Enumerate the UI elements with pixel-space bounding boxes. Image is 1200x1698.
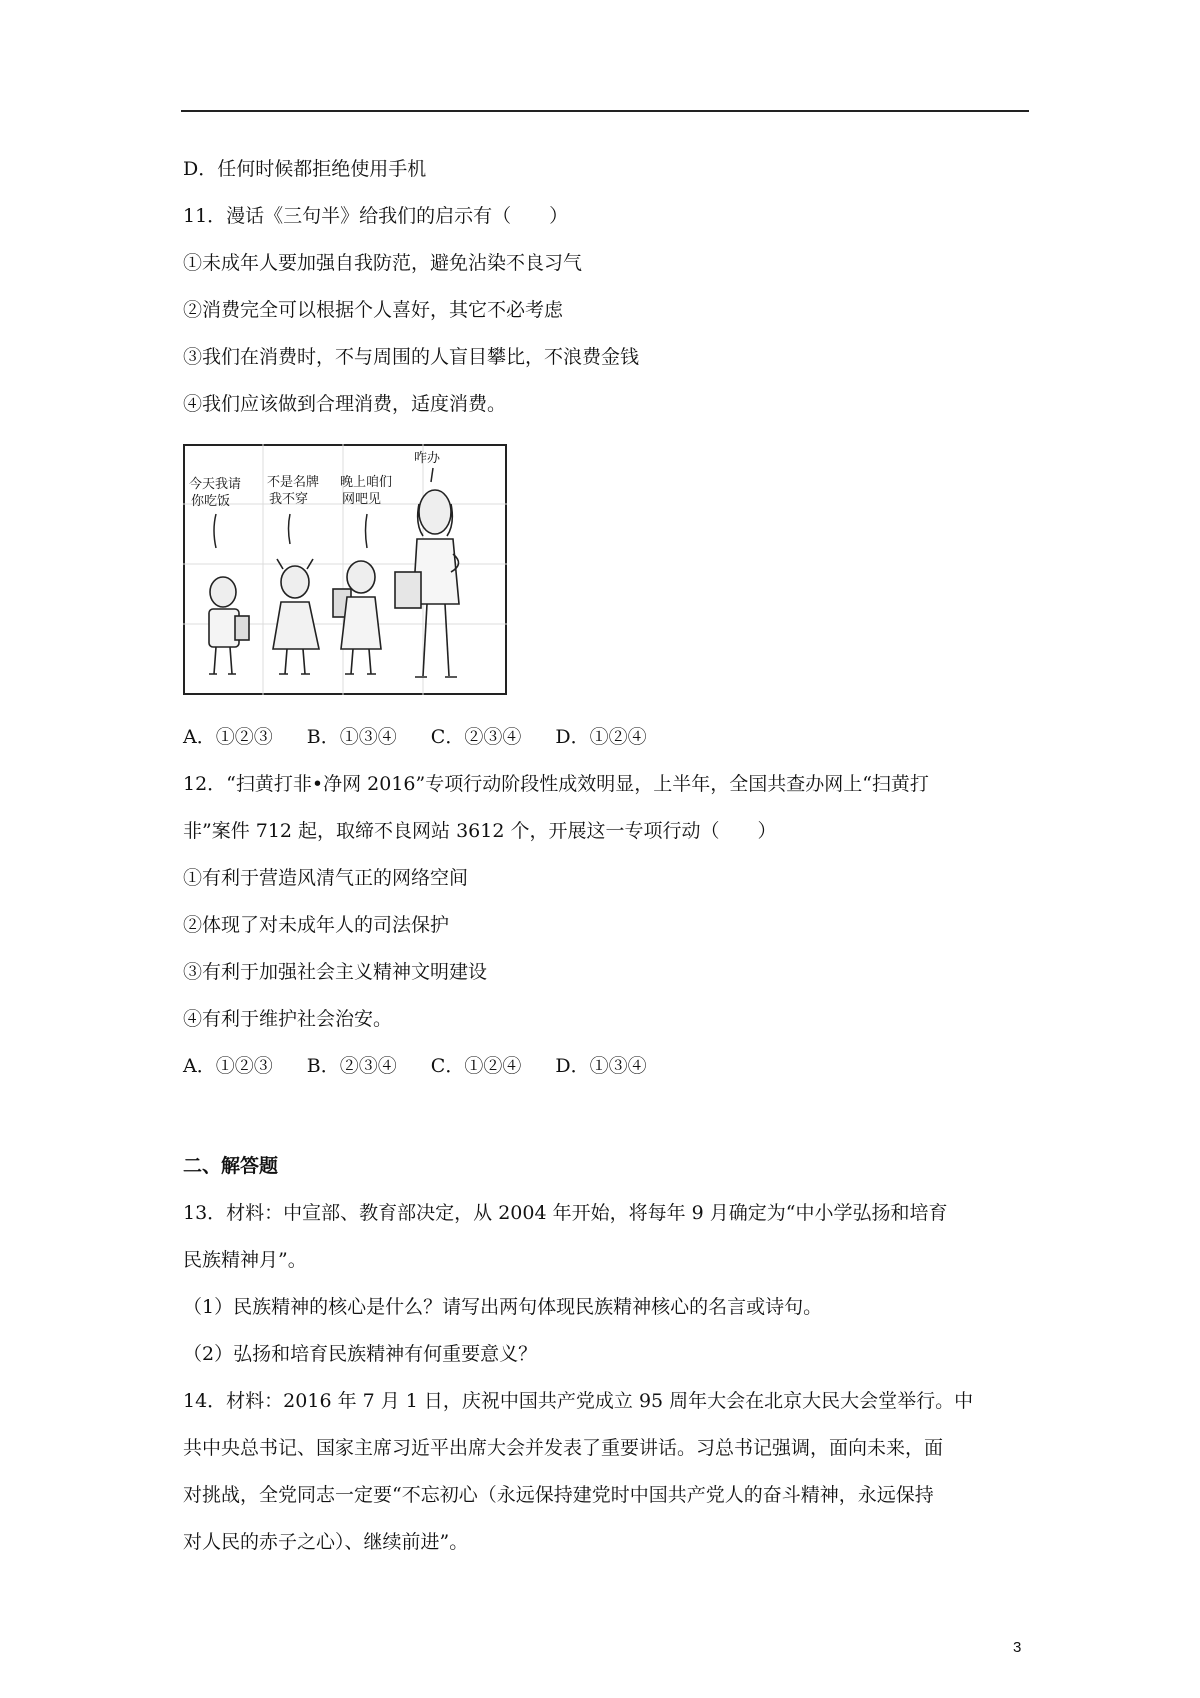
q11-stem: 11．漫话《三句半》给我们的启示有（ ） bbox=[183, 205, 569, 227]
q13-stem-line1: 13．材料：中宣部、教育部决定，从 2004 年开始，将每年 9 月确定为“中小学弘扬和培育 bbox=[183, 1202, 948, 1224]
bubble-1-line1: 今天我请 bbox=[189, 477, 242, 492]
q13-stem-line2: 民族精神月”。 bbox=[183, 1249, 307, 1271]
bubble-3-line2: 网吧见 bbox=[342, 492, 382, 507]
q12-item-4: ④有利于维护社会治安。 bbox=[183, 1008, 393, 1030]
bubble-4-line1: 咋办 bbox=[414, 451, 441, 466]
q11-item-4: ④我们应该做到合理消费，适度消费。 bbox=[183, 393, 507, 415]
q12-option-c[interactable]: C．①②④ bbox=[430, 1055, 522, 1077]
q11-option-b[interactable]: B．①③④ bbox=[306, 726, 397, 748]
q11-item-3: ③我们在消费时，不与周围的人盲目攀比，不浪费金钱 bbox=[183, 346, 640, 368]
q11-option-c[interactable]: C．②③④ bbox=[430, 726, 522, 748]
q12-options bbox=[183, 1053, 675, 1079]
q14-line-3: 对挑战，全党同志一定要“不忘初心（永远保持建党时中国共产党人的奋斗精神，永远保持 bbox=[183, 1484, 934, 1506]
q12-item-3: ③有利于加强社会主义精神文明建设 bbox=[183, 961, 488, 983]
q14-line-4: 对人民的赤子之心）、继续前进”。 bbox=[183, 1531, 469, 1553]
q12-option-b[interactable]: B．②③④ bbox=[306, 1055, 397, 1077]
cartoon-image bbox=[183, 444, 507, 695]
section-heading: 二、解答题 bbox=[183, 1155, 279, 1177]
q14-line-2: 共中央总书记、国家主席习近平出席大会并发表了重要讲话。习总书记强调，面向未来，面 bbox=[183, 1437, 944, 1459]
q13-sub-1: （1）民族精神的核心是什么？请写出两句体现民族精神核心的名言或诗句。 bbox=[183, 1296, 823, 1318]
q12-option-a[interactable]: A．①②③ bbox=[183, 1055, 273, 1077]
prev-option-d: D．任何时候都拒绝使用手机 bbox=[183, 158, 427, 180]
header-rule bbox=[181, 110, 1029, 112]
q13-sub-2: （2）弘扬和培育民族精神有何重要意义？ bbox=[183, 1343, 538, 1365]
bubble-1-line2: 你吃饭 bbox=[191, 494, 231, 509]
q11-item-2: ②消费完全可以根据个人喜好，其它不必考虑 bbox=[183, 299, 564, 321]
bubble-2-line1: 不是名牌 bbox=[267, 475, 320, 490]
q11-options bbox=[183, 724, 675, 750]
q12-stem-line2: 非”案件 712 起，取缔不良网站 3612 个，开展这一专项行动（ ） bbox=[183, 820, 777, 842]
q12-stem-line1: 12．“扫黄打非•净网 2016”专项行动阶段性成效明显，上半年，全国共查办网上“扫黄打 bbox=[183, 773, 929, 795]
bubble-3-line1: 晚上咱们 bbox=[340, 475, 393, 490]
q12-item-2: ②体现了对未成年人的司法保护 bbox=[183, 914, 450, 936]
bubble-2-line2: 我不穿 bbox=[269, 492, 309, 507]
q11-option-a[interactable]: A．①②③ bbox=[183, 726, 273, 748]
q11-option-d[interactable]: D．①②④ bbox=[555, 726, 647, 748]
q12-option-d[interactable]: D．①③④ bbox=[555, 1055, 647, 1077]
q11-item-1: ①未成年人要加强自我防范，避免沾染不良习气 bbox=[183, 252, 583, 274]
q14-line-1: 14．材料：2016 年 7 月 1 日，庆祝中国共产党成立 95 周年大会在北京大民大会堂举行。中 bbox=[183, 1390, 974, 1412]
page-number: 3 bbox=[1013, 1639, 1022, 1656]
q12-item-1: ①有利于营造风清气正的网络空间 bbox=[183, 867, 469, 889]
